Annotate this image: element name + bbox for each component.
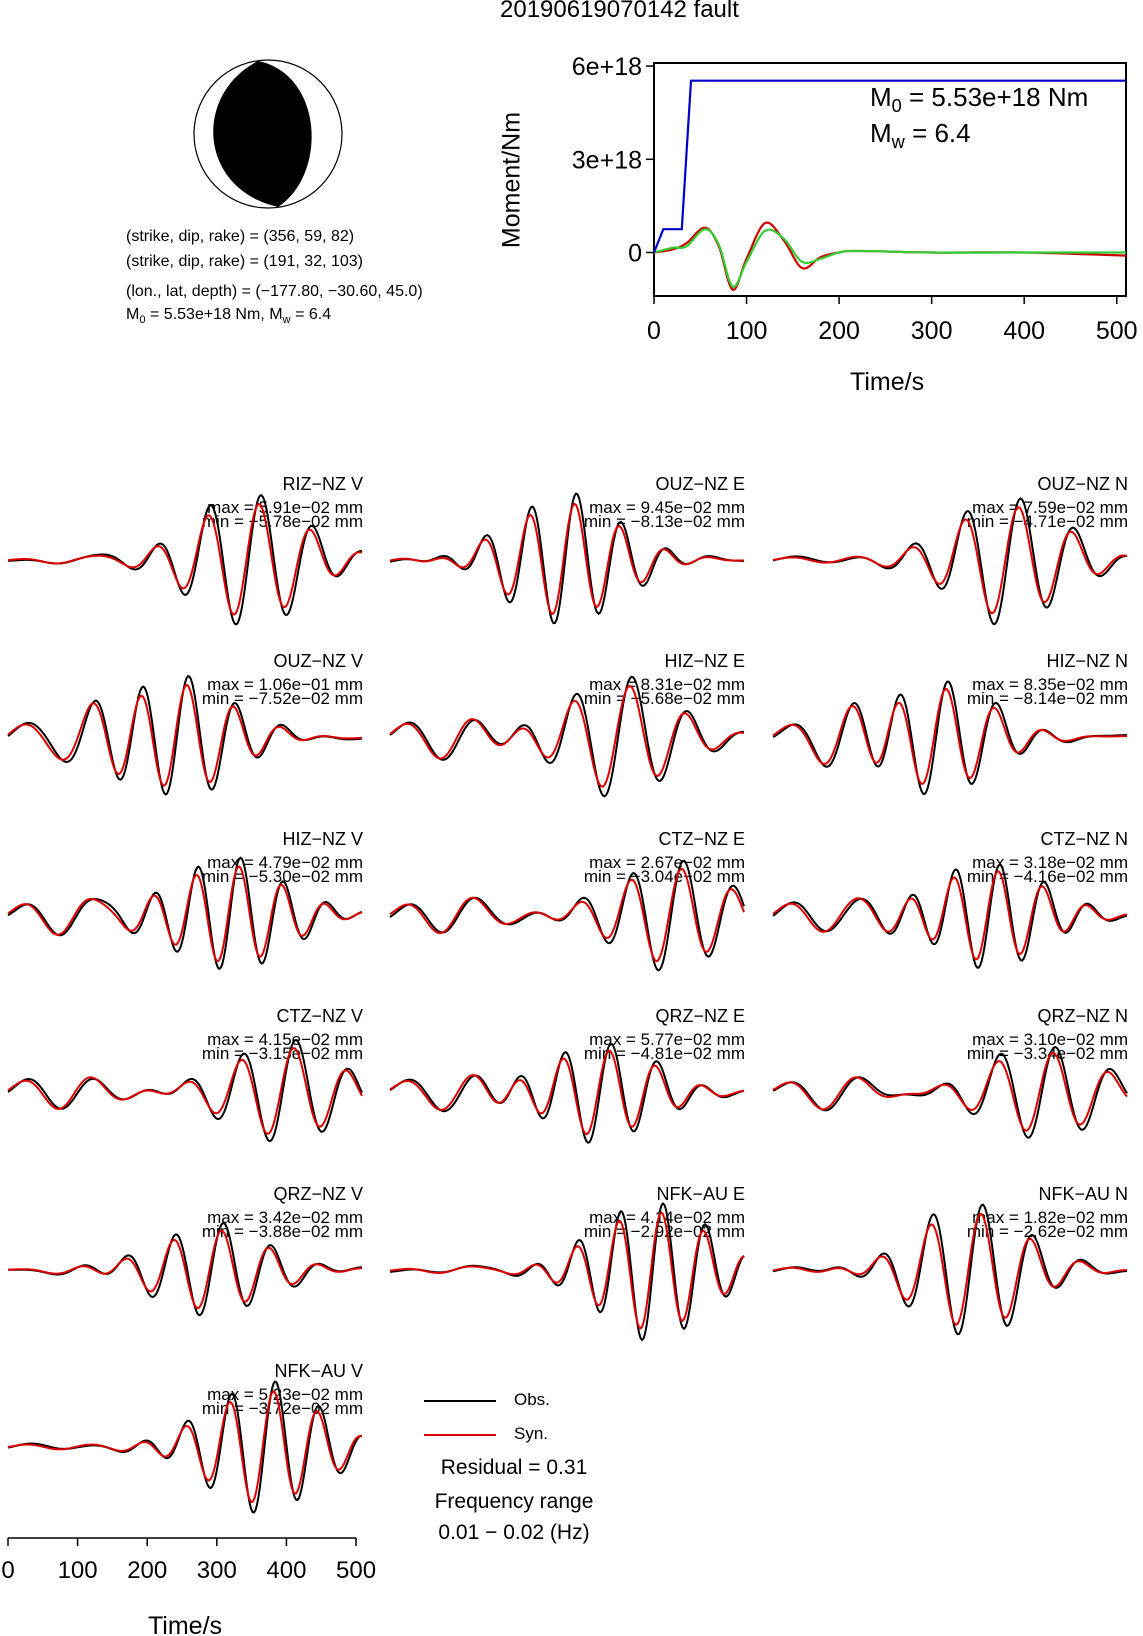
max-label: max = 5.91e−02 mm xyxy=(207,498,363,517)
moment-xtick-label: 300 xyxy=(910,317,953,345)
max-label: max = 4.15e−02 mm xyxy=(207,1030,363,1049)
waveform-panel xyxy=(773,651,1128,794)
max-label: max = 1.06e−01 mm xyxy=(207,675,363,694)
max-label: max = 8.35e−02 mm xyxy=(972,675,1128,694)
max-label: max = 4.79e−02 mm xyxy=(207,853,363,872)
frequency-range-value: 0.01 − 0.02 (Hz) xyxy=(438,1521,590,1544)
residual-label: Residual = 0.31 xyxy=(440,1456,588,1479)
time-axis-tick-label: 0 xyxy=(1,1557,15,1584)
time-axis-tick-label: 100 xyxy=(57,1557,98,1584)
station-label: OUZ−NZ N xyxy=(1037,474,1128,494)
min-label: min = −4.81e−02 mm xyxy=(583,1044,745,1063)
moment-xtick-label: 400 xyxy=(1003,317,1046,345)
station-label: HIZ−NZ E xyxy=(664,651,745,671)
min-label: min = −3.72e−02 mm xyxy=(201,1399,363,1418)
station-label: QRZ−NZ N xyxy=(1037,1006,1128,1026)
min-label: min = −7.52e−02 mm xyxy=(201,689,363,708)
station-label: OUZ−NZ V xyxy=(273,651,363,671)
moment-xtick-label: 200 xyxy=(818,317,860,345)
max-label: max = 4.14e−02 mm xyxy=(589,1208,745,1227)
waveform-panel xyxy=(8,1361,363,1513)
waveform-panel xyxy=(773,474,1128,624)
m0-label: $M_0 = 5.53e+18$ Nm xyxy=(870,82,1089,117)
synthetic-trace xyxy=(773,1053,1127,1131)
station-label: OUZ−NZ E xyxy=(655,474,745,494)
min-label: min = −3.15e−02 mm xyxy=(201,1044,363,1063)
moment-xlabel: Time/s xyxy=(850,368,925,396)
waveform-panels xyxy=(8,474,1128,1513)
time-axis-tick-label: 500 xyxy=(336,1557,377,1584)
min-label: min = −3.34e−02 mm xyxy=(966,1044,1128,1063)
waveform-panel xyxy=(390,474,745,623)
frequency-range-label: Frequency range xyxy=(434,1490,594,1513)
mechanism-plane2: (strike, dip, rake) = (191, 32, 103) xyxy=(126,253,363,270)
waveform-panel xyxy=(773,1184,1128,1334)
waveform-panel xyxy=(773,829,1128,968)
time-axis-label: Time/s xyxy=(147,1612,223,1636)
moment-plot xyxy=(572,53,1138,345)
waveform-panel xyxy=(8,474,363,624)
max-label: max = 5.77e−02 mm xyxy=(589,1030,745,1049)
legend xyxy=(424,1401,496,1435)
min-label: min = −5.30e−02 mm xyxy=(201,867,363,886)
station-label: QRZ−NZ V xyxy=(273,1184,363,1204)
moment-xtick-label: 500 xyxy=(1095,317,1138,345)
mechanism-plane1: (strike, dip, rake) = (356, 59, 82) xyxy=(126,228,355,245)
moment-ytick-label: 6e+18 xyxy=(571,53,642,82)
synthetic-trace xyxy=(390,1051,744,1135)
max-label: max = 8.31e−02 mm xyxy=(589,675,745,694)
max-label: max = 3.42e−02 mm xyxy=(207,1208,363,1227)
station-label: HIZ−NZ V xyxy=(282,829,363,849)
mw-label: $M_w = 6.4$ xyxy=(870,118,971,153)
moment-xtick-label: 0 xyxy=(647,317,661,345)
moment-ytick-label: 3e+18 xyxy=(571,146,642,175)
hypocenter-info: (lon., lat, depth) = (−177.80, −30.60, 45.0) xyxy=(126,283,423,300)
station-label: RIZ−NZ V xyxy=(282,474,363,494)
max-label: max = 9.45e−02 mm xyxy=(589,498,745,517)
min-label: min = −2.62e−02 mm xyxy=(966,1222,1128,1241)
moment-info: $M_0 = 5.53e+18$ Nm, $M_w = 6.4$ xyxy=(126,306,332,327)
min-label: min = −5.78e−02 mm xyxy=(201,512,363,531)
time-axis-tick-label: 200 xyxy=(127,1557,168,1584)
moment-series-line xyxy=(654,229,1126,287)
min-label: min = −8.14e−02 mm xyxy=(966,689,1128,708)
station-label: NFK−AU E xyxy=(656,1184,745,1204)
waveform-panel xyxy=(773,1006,1128,1138)
legend-obs-label: Obs. xyxy=(514,1390,550,1409)
max-label: max = 7.59e−02 mm xyxy=(972,498,1128,517)
moment-xtick-label: 100 xyxy=(725,317,768,345)
waveform-panel xyxy=(8,651,363,794)
waveform-panel xyxy=(390,1184,745,1340)
waveform-panel xyxy=(8,1184,363,1315)
waveform-panel xyxy=(8,829,363,969)
time-axis-tick-label: 400 xyxy=(266,1557,307,1584)
station-label: NFK−AU V xyxy=(274,1361,363,1381)
moment-series-line xyxy=(654,223,1126,290)
moment-series-line xyxy=(654,81,1126,253)
min-label: min = −8.13e−02 mm xyxy=(583,512,745,531)
station-label: HIZ−NZ N xyxy=(1046,651,1128,671)
max-label: max = 2.67e−02 mm xyxy=(589,853,745,872)
legend-syn-label: Syn. xyxy=(514,1424,549,1443)
waveform-panel xyxy=(390,829,745,970)
page-title: 20190619070142 fault xyxy=(500,0,739,23)
min-label: min = −4.16e−02 mm xyxy=(966,867,1128,886)
time-axis-tick-label: 300 xyxy=(196,1557,237,1584)
min-label: min = −3.88e−02 mm xyxy=(201,1222,363,1241)
max-label: max = 5.23e−02 mm xyxy=(207,1385,363,1404)
beachball xyxy=(194,60,342,208)
min-label: min = −5.68e−02 mm xyxy=(583,689,745,708)
station-label: QRZ−NZ E xyxy=(655,1006,745,1026)
min-label: min = −2.92e−02 mm xyxy=(583,1222,745,1241)
max-label: max = 1.82e−02 mm xyxy=(972,1208,1128,1227)
min-label: min = −3.04e−02 mm xyxy=(583,867,745,886)
station-label: CTZ−NZ E xyxy=(658,829,745,849)
waveform-panel xyxy=(8,1006,363,1141)
station-label: NFK−AU N xyxy=(1038,1184,1128,1204)
station-label: CTZ−NZ N xyxy=(1040,829,1128,849)
bottom-time-axis xyxy=(1,1538,376,1636)
max-label: max = 3.10e−02 mm xyxy=(972,1030,1128,1049)
min-label: min = −4.71e−02 mm xyxy=(966,512,1128,531)
max-label: max = 3.18e−02 mm xyxy=(972,853,1128,872)
moment-ylabel: Moment/Nm xyxy=(497,111,526,249)
station-label: CTZ−NZ V xyxy=(276,1006,363,1026)
waveform-panel xyxy=(390,1006,745,1143)
waveform-panel xyxy=(390,651,745,796)
moment-ytick-label: 0 xyxy=(628,239,642,268)
